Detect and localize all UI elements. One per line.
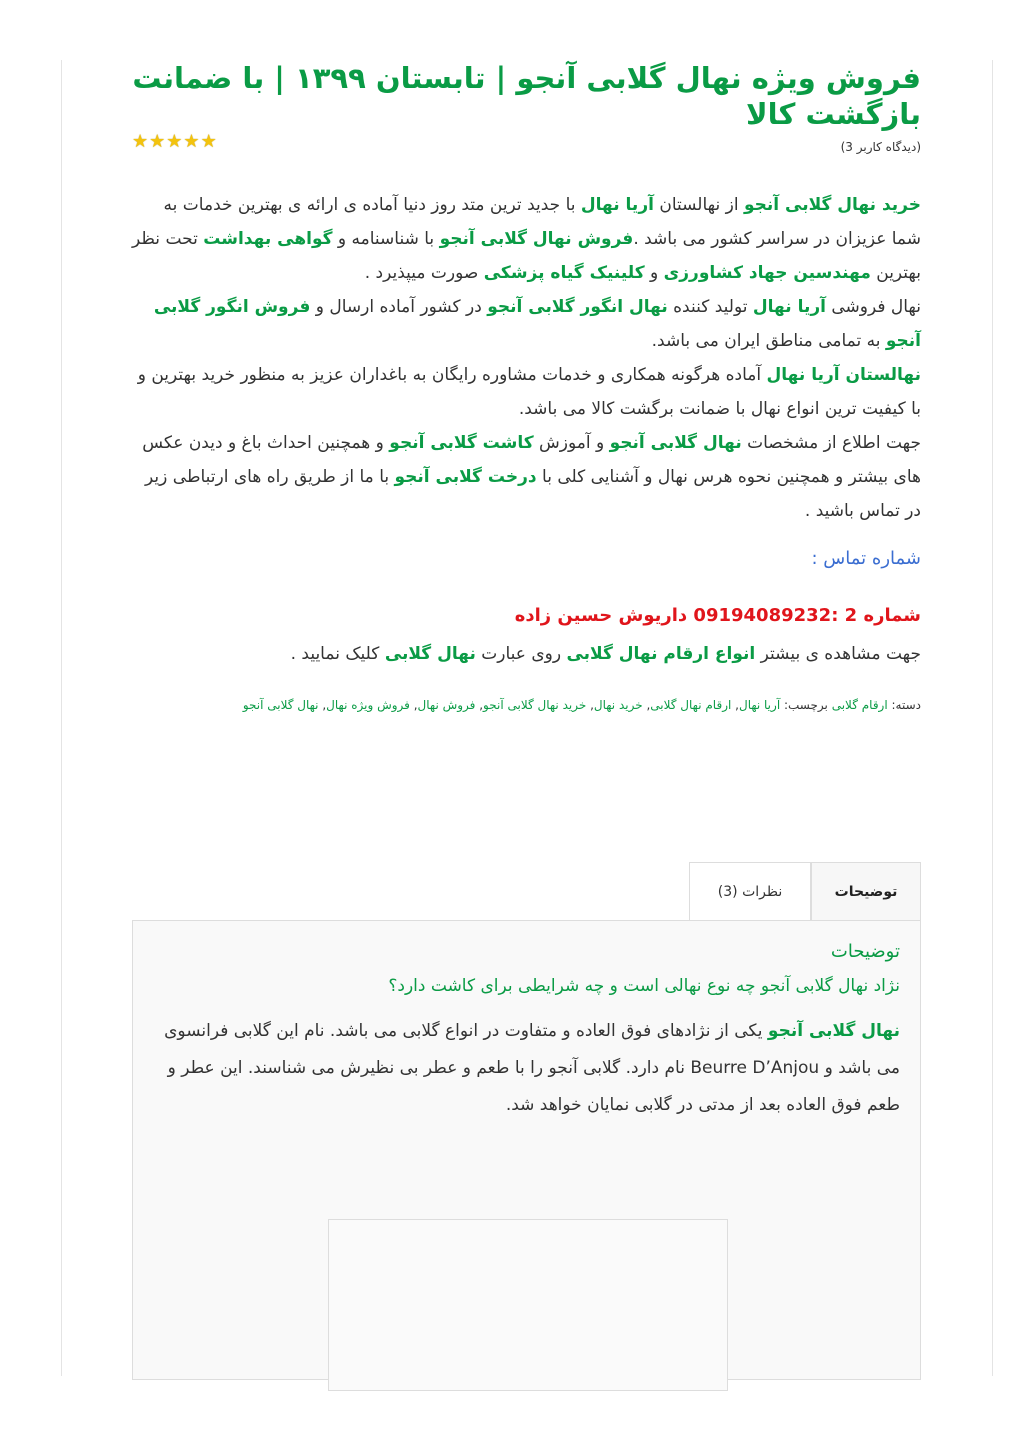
star-icon: ★ bbox=[149, 131, 166, 152]
intro-paragraph bbox=[132, 358, 921, 426]
tag-link[interactable]: فروش نهال bbox=[417, 698, 476, 712]
tree-link[interactable]: درخت گلابی آنجو bbox=[394, 467, 537, 487]
product-title: فروش ویژه نهال گلابی آنجو | تابستان ۱۳۹۹ | با ضمانت بازگشت کالا bbox=[132, 61, 921, 131]
intro-paragraph bbox=[132, 188, 921, 290]
varieties-link[interactable]: انواع ارقام نهال گلابی bbox=[566, 644, 756, 664]
pear-seedling-link[interactable]: نهال گلابی bbox=[384, 644, 476, 664]
more-text: کلیک نمایید . bbox=[290, 644, 385, 664]
tab-reviews[interactable]: نظرات (3) bbox=[689, 862, 811, 920]
intro-text: و آموزش bbox=[533, 433, 610, 453]
more-text: روی عبارت bbox=[475, 644, 567, 664]
product-tabs bbox=[689, 862, 921, 920]
panel-text: یکی از نژادهای فوق العاده و متفاوت در انواع گلابی می باشد. نام این گلابی فرانسوی می باشد و Beurre D’Anjou نام دارد. گلابی آنجو را با طعم و عطر بی نظیرش می شناسند. این عطر و طعم فوق العاده بعد از مدتی در گلابی نمایان خواهد شد. bbox=[164, 1021, 900, 1115]
tag-separator: , bbox=[409, 698, 418, 712]
star-icon: ★ bbox=[183, 131, 200, 152]
tag-separator: , bbox=[586, 698, 594, 712]
category-link[interactable]: ارقام گلابی bbox=[831, 698, 888, 712]
more-text: جهت مشاهده ی بیشتر bbox=[755, 644, 921, 664]
product-intro bbox=[132, 188, 921, 528]
aria-nahal-link[interactable]: آریا نهال bbox=[752, 297, 826, 317]
aria-nahal-link[interactable]: آریا نهال bbox=[580, 195, 654, 215]
tag-link[interactable]: نهال گلابی آنجو bbox=[242, 698, 319, 712]
planting-link[interactable]: کاشت گلابی آنجو bbox=[389, 433, 534, 453]
product-content bbox=[132, 60, 921, 712]
tag-link[interactable]: فروش ویژه نهال bbox=[326, 698, 410, 712]
intro-text: صورت میپذیرد . bbox=[364, 263, 484, 283]
tag-link[interactable]: ارقام نهال گلابی bbox=[650, 698, 732, 712]
intro-text: با جدید ترین متد روز دنیا آماده ی ارائه ی بهترین خدمات به شما عزیزان در سراسر کشور می باشد . bbox=[163, 195, 921, 249]
intro-text: با ما از طریق راه های ارتباطی زیر در تماس باشید . bbox=[145, 467, 921, 521]
rating-row bbox=[132, 131, 921, 160]
grape-sale-link[interactable]: فروش انگور گلابی آنجو bbox=[153, 297, 921, 351]
star-rating bbox=[132, 132, 217, 152]
intro-text: تحت نظر بهترین bbox=[131, 229, 921, 283]
tag-separator: , bbox=[318, 698, 327, 712]
intro-paragraph bbox=[132, 290, 921, 358]
intro-text: تولید کننده bbox=[667, 297, 753, 317]
intro-text: از نهالستان bbox=[653, 195, 744, 215]
tag-separator: , bbox=[731, 698, 739, 712]
tag-link[interactable]: آریا نهال bbox=[738, 698, 781, 712]
panel-body bbox=[153, 1013, 900, 1124]
panel-heading: توضیحات bbox=[830, 941, 900, 962]
product-image-placeholder bbox=[328, 1219, 728, 1391]
intro-paragraph bbox=[132, 426, 921, 528]
tag-separator: , bbox=[642, 698, 651, 712]
intro-text: با شناسنامه و bbox=[332, 229, 440, 249]
health-certificate-link[interactable]: گواهی بهداشت bbox=[203, 229, 333, 249]
engineers-link[interactable]: مهندسین جهاد کشاورزی bbox=[663, 263, 871, 283]
reviews-count-link[interactable]: (دیدگاه کاربر 3) bbox=[840, 140, 921, 154]
intro-text: جهت اطلاع از مشخصات bbox=[741, 433, 921, 453]
tags-label: برچسب: bbox=[780, 698, 832, 712]
nursery-link[interactable]: نهالستان آریا نهال bbox=[766, 365, 921, 385]
tag-separator: , bbox=[475, 698, 484, 712]
tab-description[interactable]: توضیحات bbox=[811, 862, 921, 920]
intro-text: در کشور آماده ارسال و bbox=[310, 297, 488, 317]
plant-clinic-link[interactable]: کلینیک گیاه پزشکی bbox=[483, 263, 645, 283]
category-label: دسته: bbox=[887, 698, 921, 712]
intro-text: به تمامی مناطق ایران می باشد. bbox=[651, 331, 886, 351]
product-meta bbox=[132, 698, 921, 712]
tag-link[interactable]: خرید نهال bbox=[593, 698, 643, 712]
intro-text: نهال فروشی bbox=[825, 297, 921, 317]
intro-text: آماده هرگونه همکاری و خدمات مشاوره رایگان به باغداران عزیز به منظور خرید بهترین و با کیفیت ترین انواع نهال با ضمانت برگشت کالا می باشد. bbox=[137, 365, 921, 419]
contact-label: شماره تماس : bbox=[811, 548, 921, 569]
star-icon: ★ bbox=[200, 131, 217, 152]
phone-number: شماره 2 :09194089232 داریوش حسین زاده bbox=[514, 605, 921, 626]
more-varieties bbox=[132, 644, 921, 664]
seedling-link[interactable]: نهال گلابی آنجو bbox=[767, 1021, 900, 1041]
sale-link[interactable]: فروش نهال گلابی آنجو bbox=[439, 229, 634, 249]
grape-seedling-link[interactable]: نهال انگور گلابی آنجو bbox=[487, 297, 668, 317]
tag-link[interactable]: خرید نهال گلابی آنجو bbox=[483, 698, 587, 712]
seedling-link[interactable]: نهال گلابی آنجو bbox=[609, 433, 742, 453]
intro-text: و bbox=[644, 263, 664, 283]
panel-subheading: نژاد نهال گلابی آنجو چه نوع نهالی است و چه شرایطی برای کاشت دارد؟ bbox=[388, 976, 900, 996]
star-icon: ★ bbox=[132, 131, 149, 152]
star-icon: ★ bbox=[166, 131, 183, 152]
description-panel bbox=[132, 920, 921, 1380]
intro-text: و همچنین احداث باغ و دیدن عکس های بیشتر و همچنین نحوه هرس نهال و آشنایی کلی با bbox=[142, 433, 921, 487]
buy-link[interactable]: خرید نهال گلابی آنجو bbox=[743, 195, 921, 215]
